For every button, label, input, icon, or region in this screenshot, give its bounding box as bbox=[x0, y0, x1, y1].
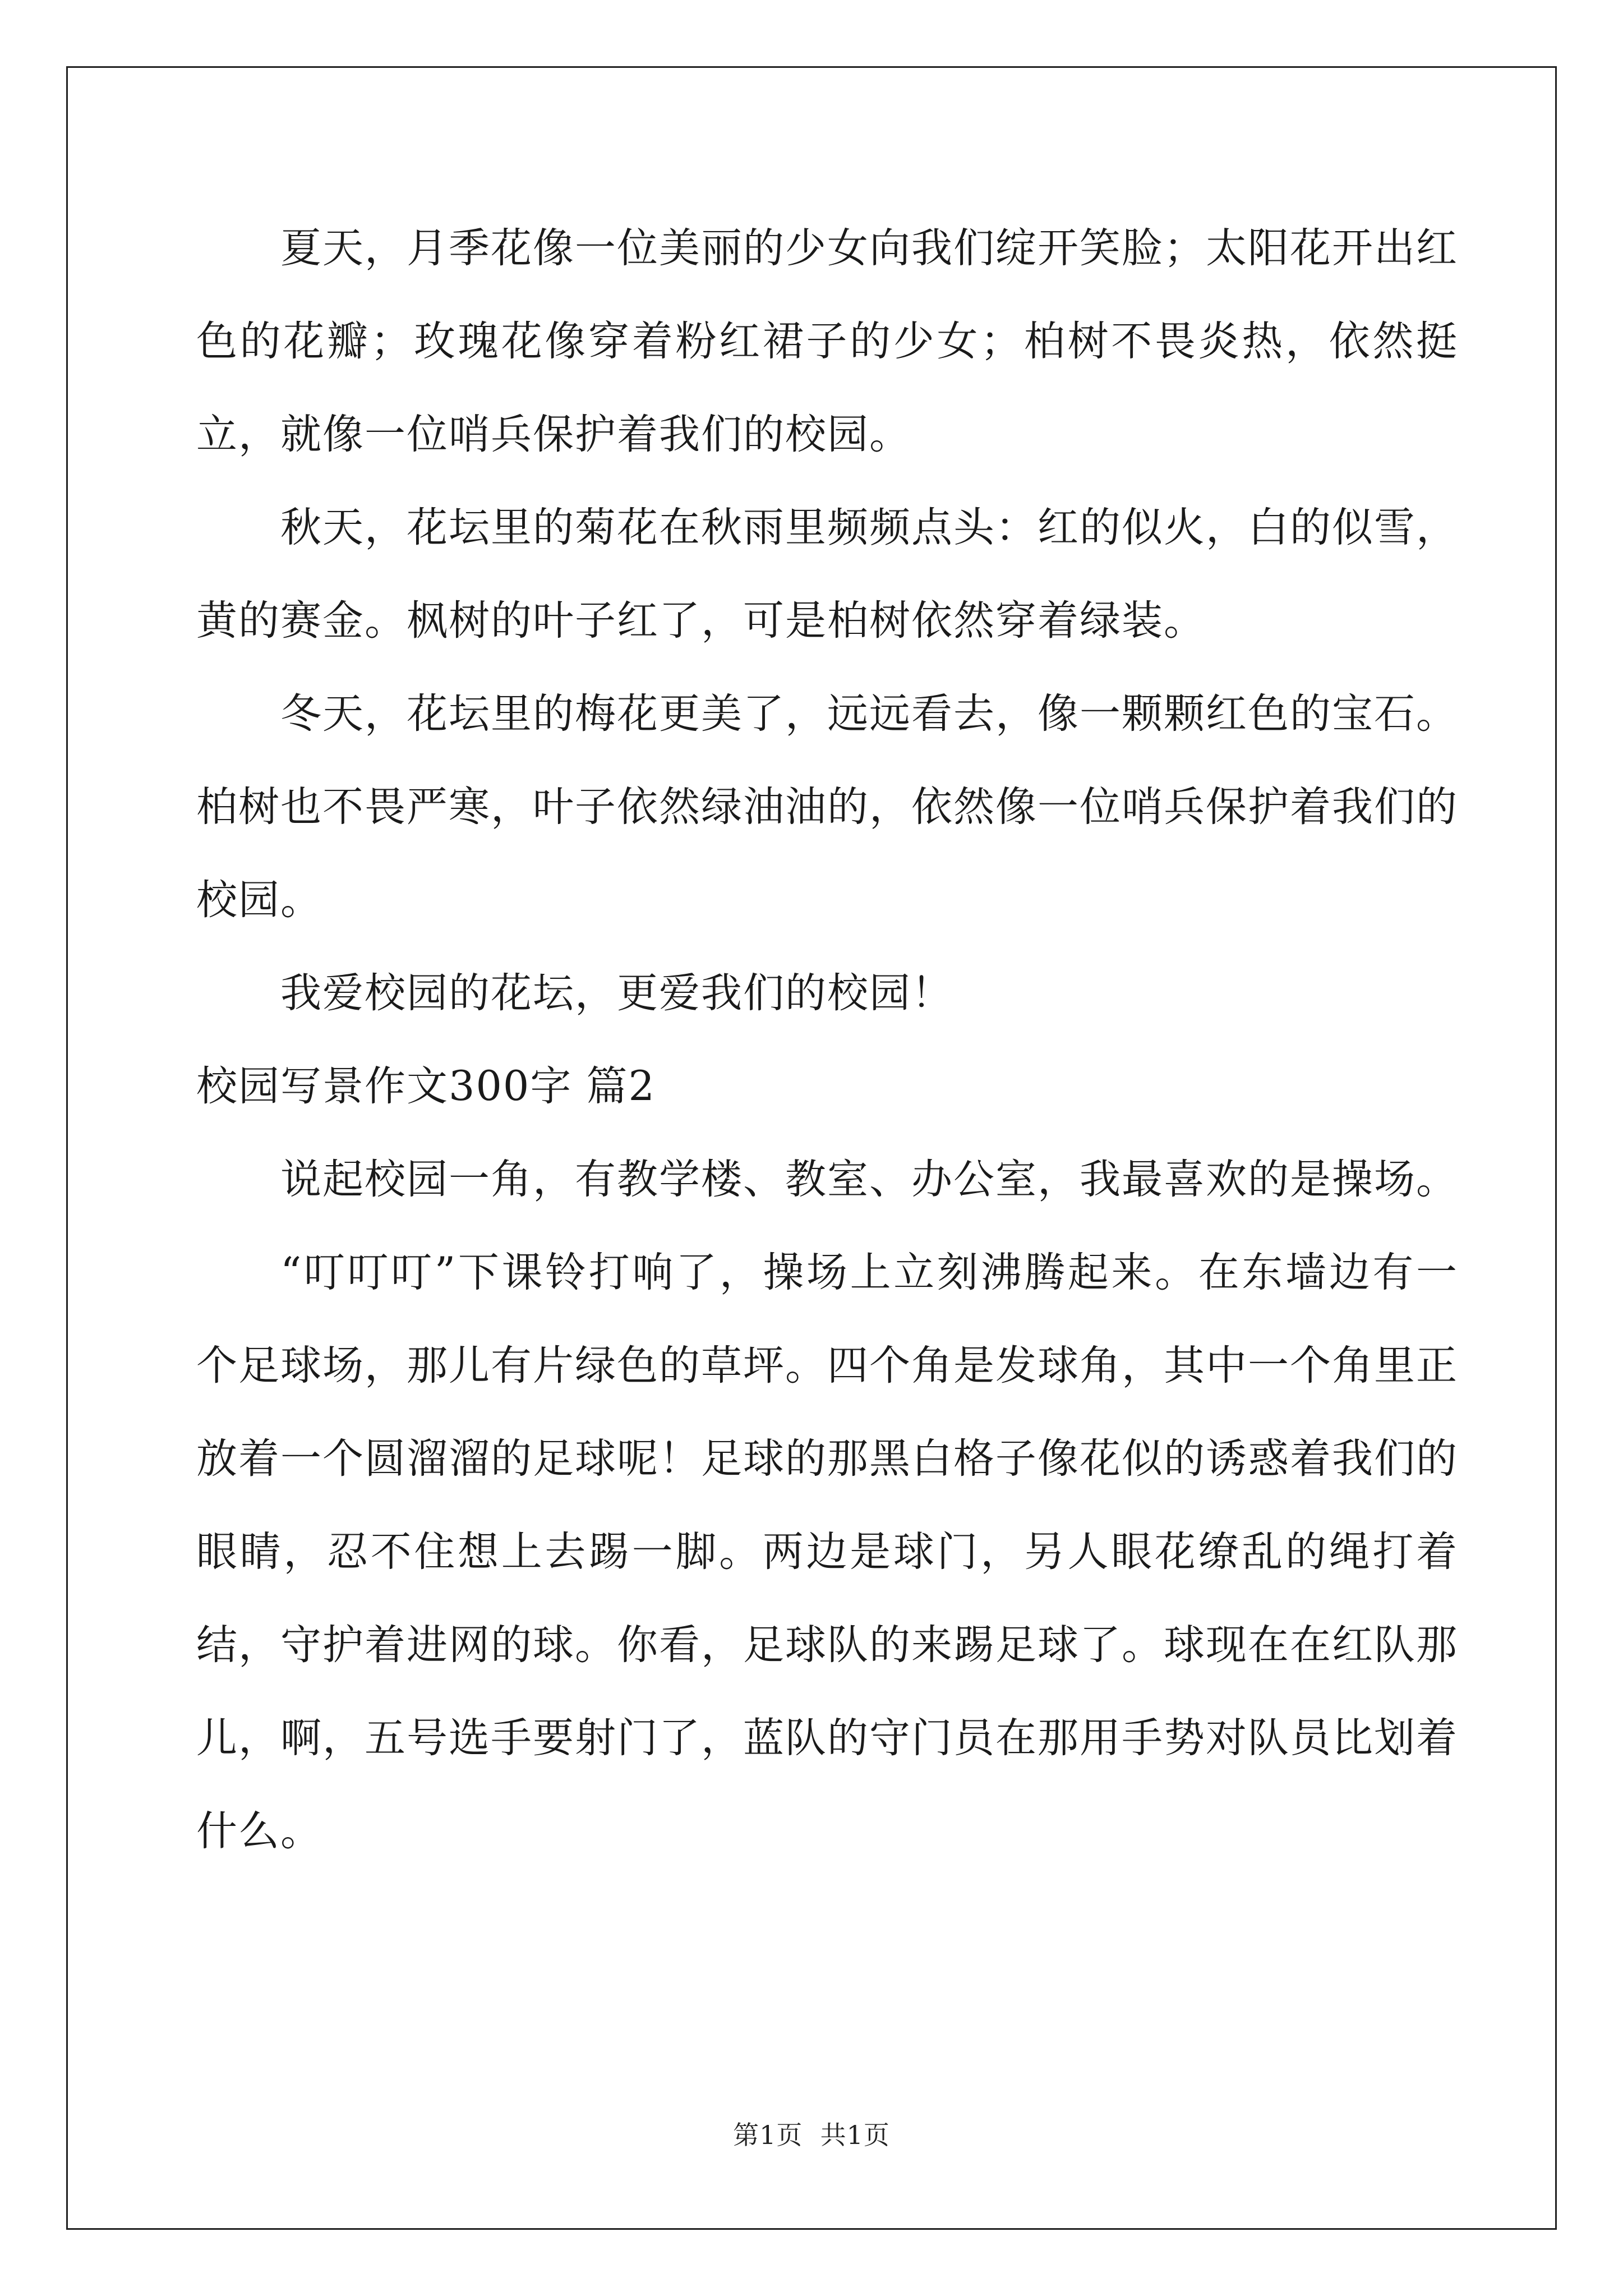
paragraph-intro: 说起校园一角，有教学楼、教室、办公室，我最喜欢的是操场。 bbox=[280, 1156, 1458, 1203]
page-footer bbox=[0, 2115, 1623, 2152]
paragraph-playground: “叮叮叮”下课铃打响了，操场上立刻沸腾起来。在东墙边有一个足球场，那儿有片绿色的草坪。四个角是发球角，其中一个角里正放着一个圆溜溜的足球呢！足球的那黑白格子像花似的诱惑着我们的眼睛，忍不住想上去踢一脚。两边是球门，另人眼花缭乱的绳打着结，守护着进网的球。你看，足球队的来踢足球了。球现在在红队那儿，啊，五号选手要射门了，蓝队的守门员在那用手势对队员比划着什么。 bbox=[196, 1249, 1458, 1855]
section-heading: 校园写景作文300字 篇2 bbox=[196, 1062, 656, 1110]
paragraph-winter: 冬天，花坛里的梅花更美了，远远看去，像一颗颗红色的宝石。柏树也不畏严寒，叶子依然绿油油的，依然像一位哨兵保护着我们的校园。 bbox=[196, 690, 1458, 924]
paragraph-summer: 夏天，月季花像一位美丽的少女向我们绽开笑脸；太阳花开出红色的花瓣；玫瑰花像穿着粉红裙子的少女；柏树不畏炎热，依然挺立，就像一位哨兵保护着我们的校园。 bbox=[196, 224, 1458, 458]
page-number: 第1页 共1页 bbox=[733, 2120, 890, 2150]
document-body bbox=[196, 202, 1458, 1878]
paragraph-autumn: 秋天，花坛里的菊花在秋雨里频频点头：红的似火，白的似雪，黄的赛金。枫树的叶子红了，可是柏树依然穿着绿装。 bbox=[196, 504, 1458, 645]
paragraph-conclusion: 我爱校园的花坛，更爱我们的校园！ bbox=[280, 969, 953, 1017]
